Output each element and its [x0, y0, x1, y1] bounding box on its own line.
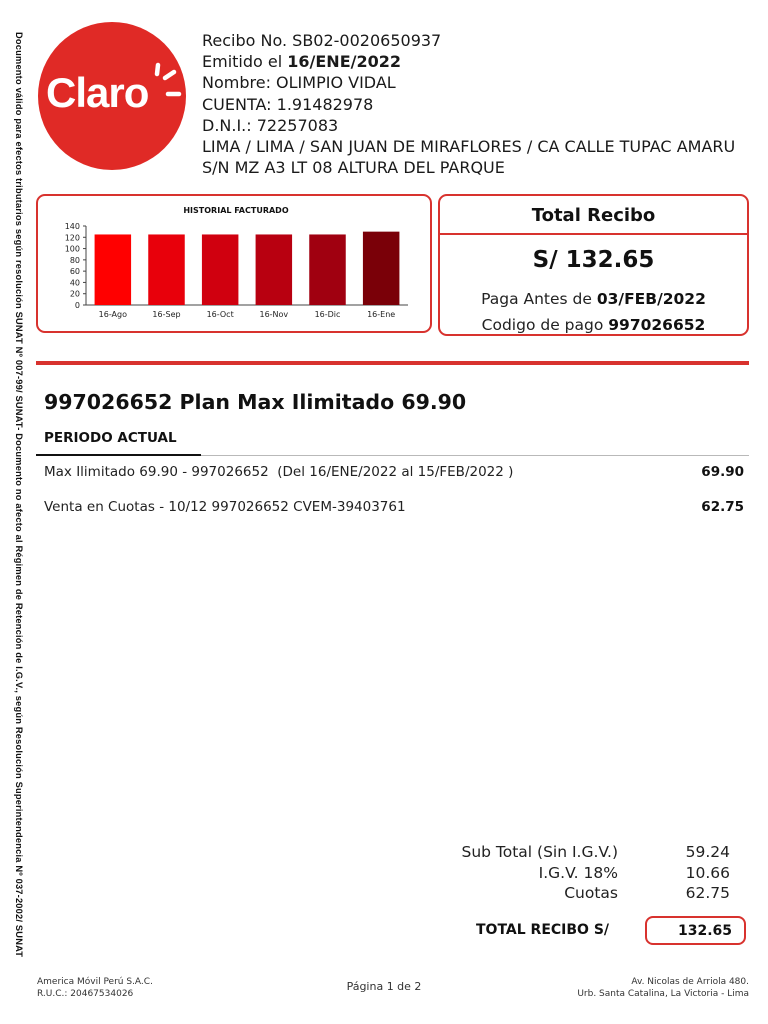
section-divider: [36, 361, 749, 365]
chart-y-tick-label: 100: [64, 244, 80, 254]
issue-date-label: Emitido el: [202, 52, 288, 72]
chart-x-tick-label: 16-Ene: [367, 310, 396, 319]
chart-x-tick-label: 16-Oct: [206, 310, 234, 319]
claro-logo: [38, 22, 186, 170]
claro-logo-rays-icon: [38, 22, 186, 170]
subtotal-row: [400, 843, 740, 864]
chart-title: HISTORIAL FACTURADO: [183, 206, 289, 215]
totals-summary: [400, 843, 740, 905]
chart-bar: [202, 234, 238, 305]
period-underline: [36, 454, 201, 456]
customer-name: Nombre: OLIMPIO VIDAL: [202, 73, 396, 93]
chart-bar: [309, 234, 345, 305]
subtotal-value: 59.24: [685, 843, 730, 861]
chart-x-tick-label: 16-Nov: [259, 310, 289, 319]
charge-amount: 69.90: [701, 464, 744, 480]
current-period-label: PERIODO ACTUAL: [44, 430, 177, 446]
company-ruc: R.U.C.: 20467534026: [37, 989, 134, 999]
payment-code-line: [440, 316, 747, 334]
due-date-value: 03/FEB/2022: [596, 290, 706, 308]
chart-y-tick-label: 120: [64, 233, 80, 243]
total-receipt-box: [438, 194, 749, 336]
installments-row: [400, 884, 740, 905]
total-receipt-title: Total Recibo: [531, 205, 656, 226]
footer-address: [577, 976, 749, 1000]
chart-y-tick-label: 0: [74, 301, 80, 310]
address-street: Av. Nicolas de Arriola 480.: [631, 977, 749, 987]
account-number: CUENTA: 1.91482978: [202, 94, 374, 114]
receipt-header: [202, 30, 735, 178]
chart-bar: [256, 234, 292, 305]
chart-x-tick-label: 16-Sep: [152, 310, 181, 319]
total-receipt-amount: S/ 132.65: [532, 247, 655, 273]
payment-code-label: Codigo de pago: [481, 316, 609, 334]
chart-bar: [363, 232, 399, 305]
issue-date-line: [202, 51, 735, 72]
charge-description: Venta en Cuotas - 10/12 997026652 CVEM-39403761: [44, 499, 406, 515]
due-date-line: [440, 290, 747, 308]
charge-description: Max Ilimitado 69.90 - 997026652 (Del 16/ENE/2022 al 15/FEB/2022 ): [44, 464, 514, 480]
issue-date: 16/ENE/2022: [287, 52, 401, 72]
chart-bar: [95, 234, 131, 305]
chart-y-tick-label: 40: [69, 278, 80, 288]
installments-label: Cuotas: [564, 884, 618, 902]
chart-x-tick-label: 16-Ago: [98, 310, 128, 319]
subtotal-label: Sub Total (Sin I.G.V.): [461, 843, 618, 861]
dni-number: D.N.I.: 72257083: [202, 115, 339, 135]
sunat-legal-note: [10, 32, 24, 992]
grand-total-label: TOTAL RECIBO S/: [476, 922, 610, 938]
grand-total-value: 132.65: [677, 923, 732, 939]
grand-total-box: [645, 916, 746, 945]
chart-y-tick-label: 140: [64, 222, 80, 231]
igv-label: I.G.V. 18%: [538, 863, 618, 882]
billing-history-chart: [36, 194, 432, 333]
charge-amount: 62.75: [701, 499, 744, 515]
chart-x-tick-label: 16-Dic: [314, 310, 341, 319]
payment-code-value: 997026652: [608, 316, 706, 334]
chart-bar: [148, 234, 184, 305]
address-line-2: S/N MZ A3 LT 08 ALTURA DEL PARQUE: [202, 158, 505, 178]
company-name: America Móvil Perú S.A.C.: [37, 977, 153, 987]
due-date-label: Paga Antes de: [481, 290, 597, 308]
chart-y-tick-label: 20: [69, 289, 80, 299]
billing-history-svg: [38, 196, 430, 331]
installments-value: 62.75: [685, 884, 730, 902]
total-receipt-divider: [438, 233, 749, 235]
chart-y-tick-label: 60: [69, 267, 80, 277]
claro-logo-text: Claro: [46, 69, 149, 116]
chart-y-tick-label: 80: [69, 255, 80, 265]
plan-title: 997026652 Plan Max Ilimitado 69.90: [44, 390, 467, 414]
receipt-number: Recibo No. SB02-0020650937: [202, 31, 442, 50]
sunat-legal-note-text: Documento válido para efectos tributarios según resolución SUNAT Nº 007-99/ SUNAT- Documento no afecto al Régimen de Retención de I.G.V., según Resolución Superintendencia Nº 037-2002/ SUNAT: [14, 32, 24, 958]
igv-row: [400, 864, 740, 885]
address-district: Urb. Santa Catalina, La Victoria - Lima: [577, 989, 749, 999]
page-number: Página 1 de 2: [346, 980, 422, 993]
igv-value: 10.66: [685, 863, 730, 882]
address-line-1: LIMA / LIMA / SAN JUAN DE MIRAFLORES / CA CALLE TUPAC AMARU: [202, 137, 736, 157]
